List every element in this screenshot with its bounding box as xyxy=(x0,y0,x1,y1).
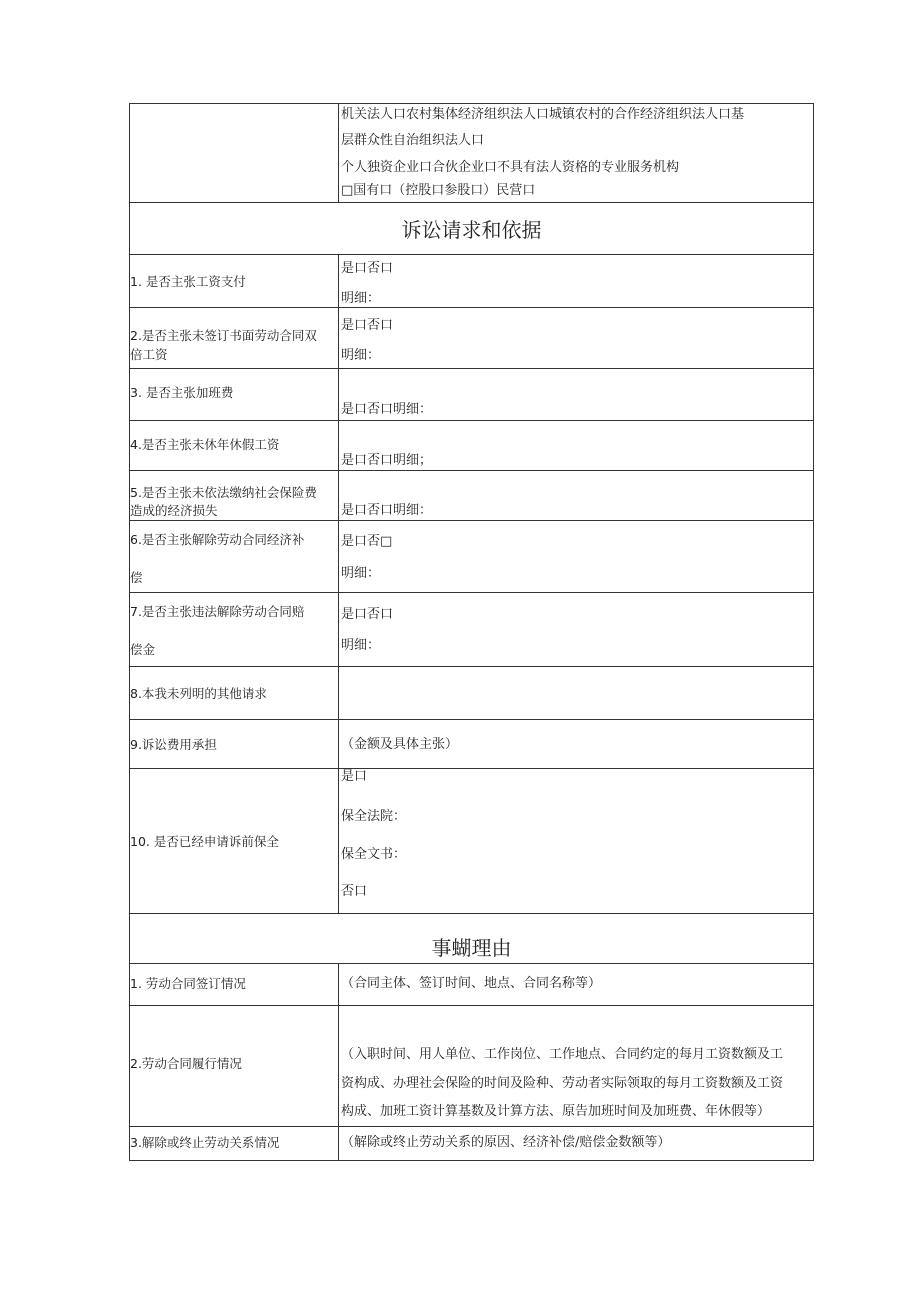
claim-label-line-1: 2.是否主张未签订书面劳动合同双 xyxy=(130,328,317,343)
preservation-no: 否口 xyxy=(341,884,368,899)
claim-row-1 xyxy=(129,254,814,307)
claim-row-10 xyxy=(129,768,814,913)
fact-row-1 xyxy=(129,963,814,1005)
claim-label: 4.是否主张未休年休假工资 xyxy=(130,437,280,452)
claim-choice: 是口否口 xyxy=(341,261,394,276)
claim-label-line-1: 5.是否主张未依法缴纳社会保险费 xyxy=(130,485,317,500)
fact-label: 1. 劳动合同签订情况 xyxy=(130,976,246,991)
claims-section-title: 诉讼请求和依据 xyxy=(401,218,542,242)
fact-value: （合同主体、签订时间、地点、合同名称等） xyxy=(341,976,602,991)
org-type-line-1: 机关法人口农村集体经济组织法人口城镇农村的合作经济组织法人口基 xyxy=(341,107,745,122)
claim-detail: 明细： xyxy=(341,348,381,363)
claim-value: 是口否口明细： xyxy=(341,503,433,518)
facts-section-header xyxy=(129,913,814,963)
claim-value: （金额及具体主张） xyxy=(341,737,459,752)
claim-detail: 明细： xyxy=(341,566,381,581)
fact-row-3 xyxy=(129,1126,814,1161)
claim-value: 是口否口明细： xyxy=(341,402,433,417)
fact-value: （解除或终止劳动关系的原因、经济补偿/赔偿金数额等） xyxy=(341,1135,671,1150)
claim-row-3 xyxy=(129,368,814,420)
claim-choice: 是口否□ xyxy=(341,534,393,549)
fact-value-line-1: （入职时间、用人单位、工作岗位、工作地点、合同约定的每月工资数额及工 xyxy=(341,1047,784,1062)
org-type-line-4: □国有口（控股口参股口）民营口 xyxy=(341,183,536,198)
fact-label: 2.劳动合同履行情况 xyxy=(130,1056,242,1071)
org-type-line-2: 层群众性自治组织法人口 xyxy=(341,133,485,148)
claim-row-7 xyxy=(129,592,814,666)
fact-value-line-3: 构成、加班工资计算基数及计算方法、原告加班时间及加班费、年休假等） xyxy=(341,1104,771,1119)
org-type-line-3: 个人独资企业口合伙企业口不具有法人资格的专业服务机构 xyxy=(341,160,680,175)
preservation-court: 保全法院： xyxy=(341,809,407,824)
preservation-yes: 是口 xyxy=(341,769,368,784)
claim-value: 是口否口明细； xyxy=(341,453,433,468)
claim-label-line-2: 偿金 xyxy=(130,642,156,657)
claim-label: 9.诉讼费用承担 xyxy=(130,737,217,752)
fact-label: 3.解除或终止劳动关系情况 xyxy=(130,1135,280,1150)
claim-label: 10. 是否已经申请诉前保全 xyxy=(130,834,279,849)
claim-label-line-1: 7.是否主张违法解除劳动合同赔 xyxy=(130,604,305,619)
claim-label: 3. 是否主张加班费 xyxy=(130,385,234,400)
claim-label: 1. 是否主张工资支付 xyxy=(130,274,246,289)
claim-choice: 是口否口 xyxy=(341,318,394,333)
claim-label-line-1: 6.是否主张解除劳动合同经济补 xyxy=(130,532,305,547)
claim-row-9 xyxy=(129,719,814,768)
fact-value-line-2: 资构成、办理社会保险的时间及险种、劳动者实际领取的每月工资数额及工资 xyxy=(341,1076,784,1091)
preservation-doc: 保全文书： xyxy=(341,847,407,862)
claim-row-8 xyxy=(129,666,814,719)
claim-label-line-2: 倍工资 xyxy=(130,347,168,362)
claim-choice: 是口否口 xyxy=(341,607,394,622)
claim-label-line-2: 造成的经济损失 xyxy=(130,503,218,518)
claim-row-6 xyxy=(129,520,814,592)
claim-label-line-2: 偿 xyxy=(130,570,143,585)
claims-section-header xyxy=(129,202,814,254)
claim-label: 8.本我未列明的其他请求 xyxy=(130,686,267,701)
claim-row-4 xyxy=(129,420,814,470)
org-type-row xyxy=(129,103,814,202)
claim-detail: 明细： xyxy=(341,291,381,306)
fact-row-2 xyxy=(129,1005,814,1126)
claim-row-5 xyxy=(129,470,814,520)
claim-detail: 明细： xyxy=(341,638,381,653)
facts-section-title: 事蝴理由 xyxy=(431,936,512,960)
claim-row-2 xyxy=(129,307,814,368)
